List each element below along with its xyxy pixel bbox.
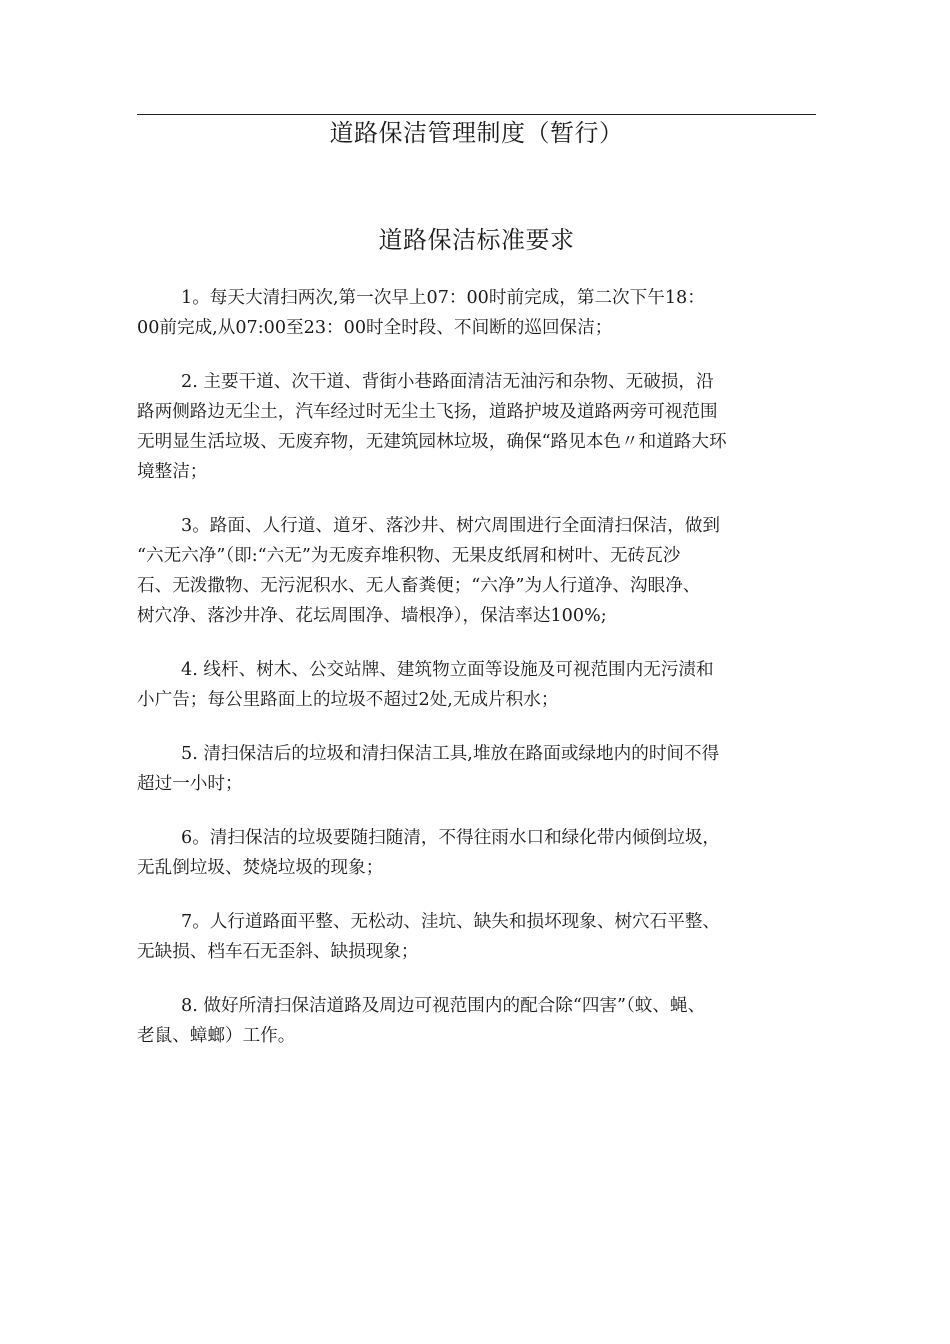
paragraph-line: 8. 做好所清扫保洁道路及周边可视范围内的配合除“四害”（蚊、蝇、	[181, 996, 706, 1016]
section-title: 道路保洁标准要求	[378, 226, 575, 254]
paragraph-line: 无缺损、档车石无歪斜、缺损现象；	[137, 942, 419, 962]
document-body	[137, 283, 827, 1075]
paragraph-line: 4. 线杆、树木、公交站牌、建筑物立面等设施及可视范围内无污渍和	[181, 660, 714, 680]
paragraph-line: 6。清扫保洁的垃圾要随扫随清，不得往雨水口和绿化带内倾倒垃圾，	[181, 828, 721, 848]
paragraph-line: 3。路面、人行道、道牙、落沙井、树穴周围进行全面清扫保洁，做到	[181, 516, 721, 536]
paragraph-line: 境整洁；	[137, 462, 208, 482]
paragraph-line: 无明显生活垃圾、无废弃物，无建筑园林垃圾，确保“路见本色〃和道路大环	[137, 432, 727, 452]
paragraph-7	[137, 907, 827, 967]
paragraph-2	[137, 367, 827, 487]
paragraph-1	[137, 283, 827, 343]
paragraph-line: 老鼠、蟑螂）工作。	[137, 1026, 296, 1046]
paragraph-line: “六无六净”（即:“六无”为无废弃堆积物、无果皮纸屑和树叶、无砖瓦沙	[137, 546, 681, 566]
paragraph-line: 石、无泼撒物、无污泥积水、无人畜粪便；“六净”为人行道净、沟眼净、	[137, 576, 701, 596]
paragraph-6	[137, 823, 827, 883]
document-title: 道路保洁管理制度（暂行）	[329, 119, 624, 147]
paragraph-8	[137, 991, 827, 1051]
paragraph-line: 2. 主要干道、次干道、背街小巷路面清洁无油污和杂物、无破损，沿	[181, 372, 714, 392]
paragraph-4	[137, 655, 827, 715]
paragraph-5	[137, 739, 827, 799]
paragraph-line: 5. 清扫保洁后的垃圾和清扫保洁工具,堆放在路面或绿地内的时间不得	[181, 744, 720, 764]
paragraph-line: 7。人行道路面平整、无松动、洼坑、缺失和损坏现象、树穴石平整、	[181, 912, 721, 932]
paragraph-line: 无乱倒垃圾、焚烧垃圾的现象；	[137, 858, 384, 878]
header-rule	[137, 114, 816, 115]
paragraph-line: 路两侧路边无尘土，汽车经过时无尘土飞扬，道路护坡及道路两旁可视范围	[137, 402, 718, 422]
paragraph-line: 超过一小时；	[137, 774, 243, 794]
paragraph-line: 00前完成,从07:00至23：00时全时段、不间断的巡回保洁；	[137, 318, 613, 338]
paragraph-3	[137, 511, 827, 631]
paragraph-line: 1。每天大清扫两次,第一次早上07：00时前完成，第二次下午18：	[181, 288, 705, 308]
paragraph-line: 小广告；每公里路面上的垃圾不超过2处,无成片积水；	[137, 690, 559, 710]
paragraph-line: 树穴净、落沙井净、花坛周围净、墙根净），保洁率达100%;	[137, 606, 607, 626]
